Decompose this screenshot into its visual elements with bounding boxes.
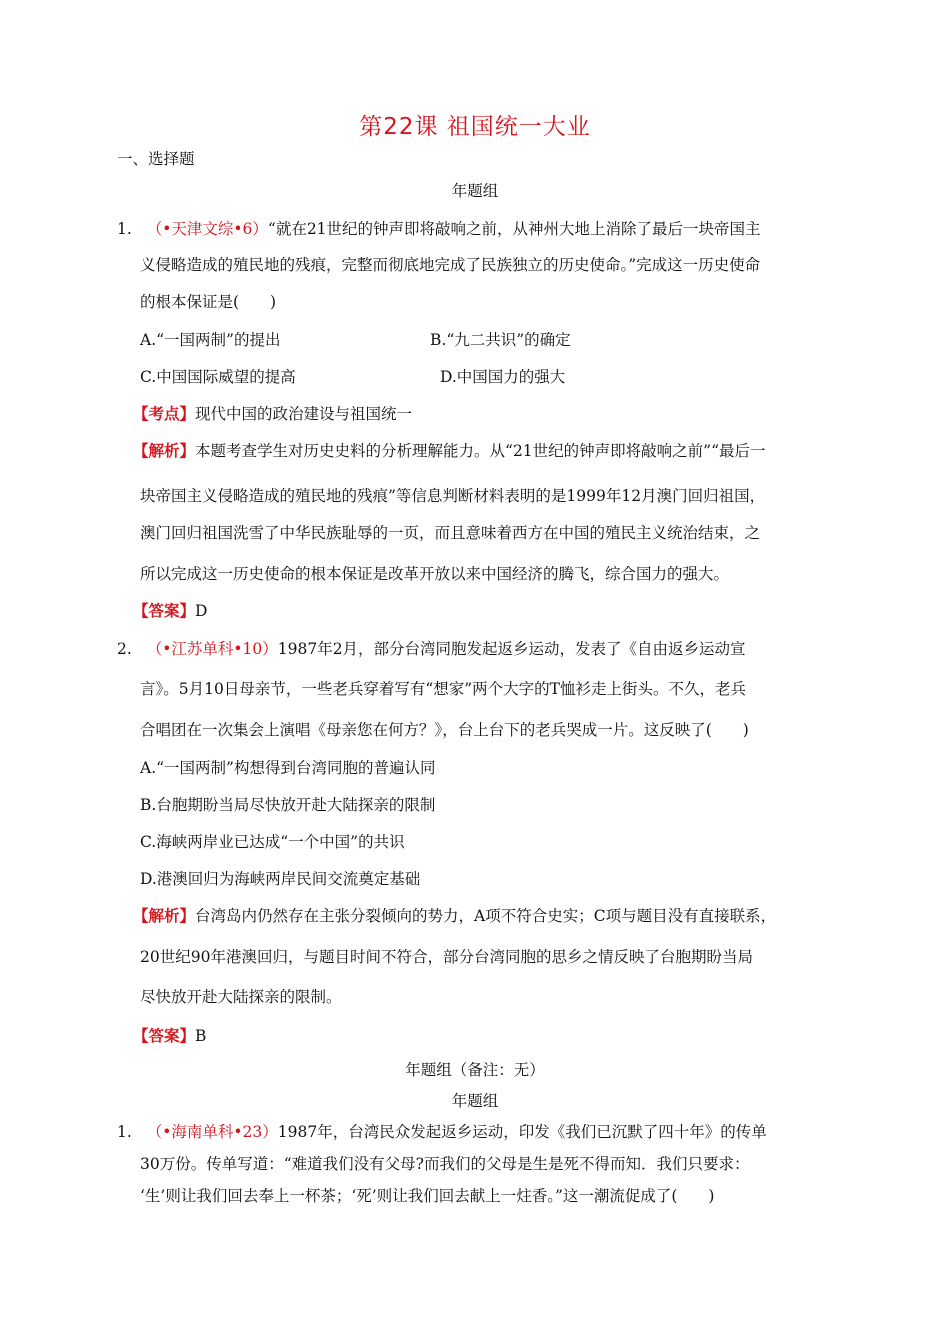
q1-jiexi-line-3: 澳门回归祖国洗雪了中华民族耻辱的一页，而且意味着西方在中国的殖民主义统治结束，之 (140, 524, 761, 542)
q1-option-d: D.中国国力的强大 (440, 368, 566, 386)
q2-stem-line-3: 合唱团在一次集会上演唱《母亲您在何方？》，台上台下的老兵哭成一片。这反映了( ) (140, 721, 749, 739)
q1-kaodian (133, 403, 412, 425)
q2-jiexi-line-1 (133, 905, 776, 927)
q1-jiexi-line-4: 所以完成这一历史使命的根本保证是改革开放以来中国经济的腾飞，综合国力的强大。 (140, 565, 730, 583)
answer-label: 【答案】 (133, 1026, 196, 1045)
answer-value: B (195, 1027, 207, 1045)
kaodian-label: 【考点】 (133, 404, 196, 423)
jiexi-text-1: 台湾岛内仍然存在主张分裂倾向的势力，A项不符合史实；C项与题目没有直接联系， (195, 907, 777, 925)
jiexi-text-1: 本题考查学生对历史史料的分析理解能力。从“21世纪的钟声即将敲响之前”“最后一 (195, 442, 766, 460)
q2-option-d: D.港澳回归为海峡两岸民间交流奠定基础 (140, 870, 421, 888)
q2-stem-1: 1987年2月，部分台湾同胞发起返乡运动，发表了《自由返乡运动宣 (277, 640, 746, 658)
q1-stem-line-3: 的根本保证是( ) (140, 293, 277, 311)
q1-stem-line-2: 义侵略造成的殖民地的残痕，完整而彻底地完成了民族独立的历史使命。”完成这一历史使命 (140, 256, 761, 274)
answer-label: 【答案】 (133, 601, 196, 620)
q2-jiexi-line-2: 20世纪90年港澳回归，与题目时间不符合，部分台湾同胞的思乡之情反映了台胞期盼当局 (140, 948, 753, 966)
q2-option-b: B.台胞期盼当局尽快放开赴大陆探亲的限制 (140, 796, 436, 814)
q1-option-b: B.“九二共识”的确定 (430, 331, 571, 349)
q2-stem-line-1 (117, 638, 746, 660)
q1-source: （•天津文综•6） (146, 220, 268, 238)
q3-stem-line-3: ‘生’则让我们回去奉上一杯茶；‘死’则让我们回去献上一炷香。”这一潮流促成了( ) (140, 1187, 715, 1205)
q3-stem-1: 1987年，台湾民众发起返乡运动，印发《我们已沉默了四十年》的传单 (277, 1123, 767, 1141)
q1-stem-line-1 (117, 218, 761, 240)
q2-option-c: C.海峡两岸业已达成“一个中国”的共识 (140, 833, 405, 851)
q2-answer (133, 1025, 206, 1047)
jiexi-label: 【解析】 (133, 441, 196, 460)
q3-stem-line-2: 30万份。传单写道：“难道我们没有父母?而我们的父母是生是死不得而知．我们只要求： (140, 1155, 750, 1173)
q1-number: 1. (117, 220, 132, 238)
q1-option-a: A.“一国两制”的提出 (140, 331, 281, 349)
q3-number: 1. (117, 1123, 132, 1141)
q2-source: （•江苏单科•10） (146, 640, 278, 658)
group-heading-2: 年题组（备注：无） (405, 1061, 545, 1079)
jiexi-label: 【解析】 (133, 906, 196, 925)
q2-jiexi-line-3: 尽快放开赴大陆探亲的限制。 (140, 988, 342, 1006)
kaodian-text: 现代中国的政治建设与祖国统一 (195, 405, 413, 423)
q1-jiexi-line-2: 块帝国主义侵略造成的殖民地的残痕”等信息判断材料表明的是1999年12月澳门回归祖国， (140, 487, 766, 505)
q1-answer (133, 600, 207, 622)
page-title: 第22课 祖国统一大业 (359, 114, 591, 140)
q2-stem-line-2: 言》。5月10日母亲节，一些老兵穿着写有“想家”两个大字的T恤衫走上街头。不久，老兵 (140, 680, 747, 698)
section-heading: 一、选择题 (117, 150, 195, 168)
q3-source: （•海南单科•23） (146, 1123, 278, 1141)
group-heading-3: 年题组 (451, 1092, 499, 1110)
group-heading-1: 年题组 (451, 182, 499, 200)
q2-number: 2. (117, 640, 132, 658)
answer-value: D (195, 602, 208, 620)
q1-stem-1: “就在21世纪的钟声即将敲响之前，从神州大地上消除了最后一块帝国主 (267, 220, 761, 238)
q2-option-a: A.“一国两制”构想得到台湾同胞的普遍认同 (140, 759, 436, 777)
q1-option-c: C.中国国际威望的提高 (140, 368, 296, 386)
q3-stem-line-1 (117, 1121, 767, 1143)
q1-jiexi-line-1 (133, 440, 766, 462)
